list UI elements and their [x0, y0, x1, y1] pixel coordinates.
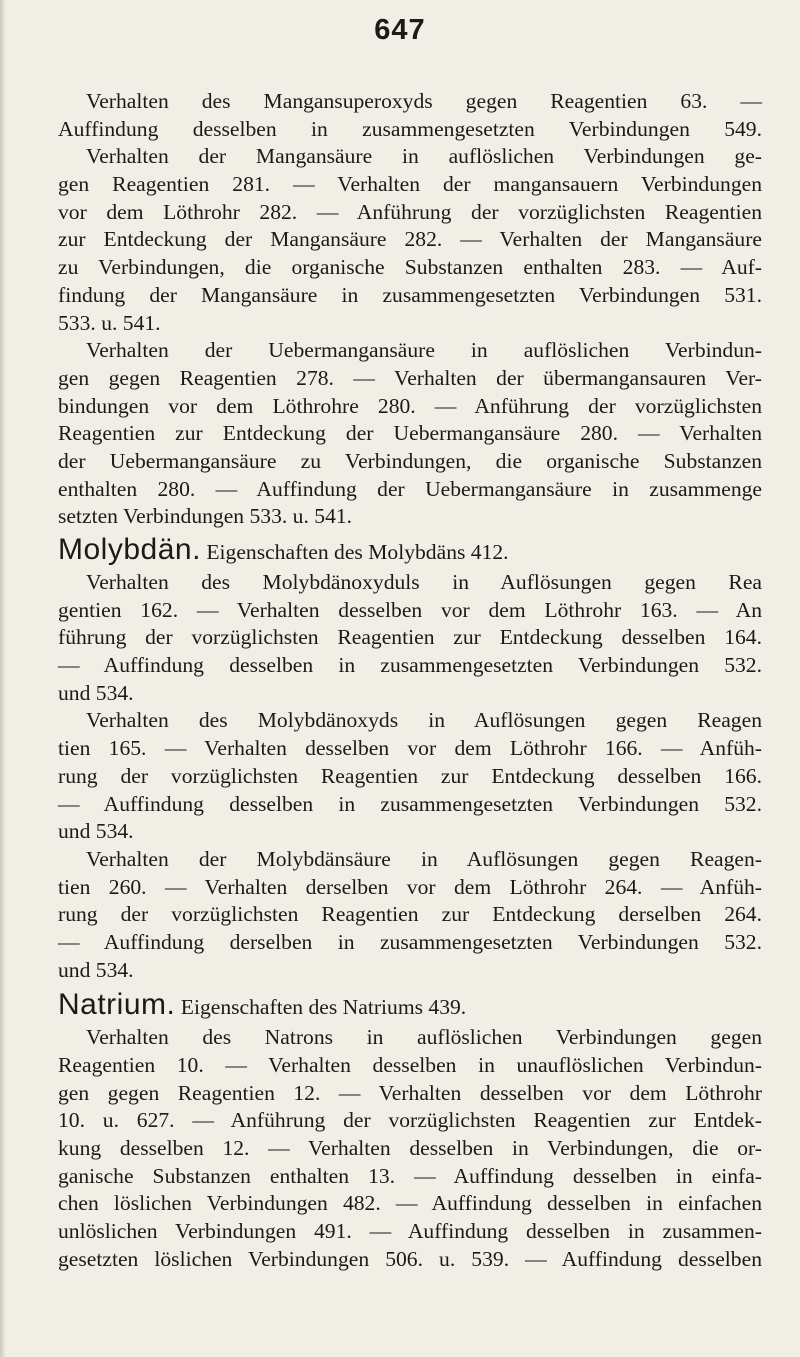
text-line: Verhalten des Natrons in auflöslichen Verbindungen gegen [86, 1025, 762, 1050]
text-line: Auffindung desselben in zusammengesetzten Verbindungen 549. [58, 116, 762, 141]
section-heading-molybdaen [58, 531, 762, 569]
text-line: gen gegen Reagentien 278. — Verhalten der übermangansauren Ver- [58, 365, 762, 390]
text-line: Verhalten der Mangansäure in auflöslichen Verbindungen ge- [86, 144, 762, 169]
text-line: chen löslichen Verbindungen 482. — Auffindung desselben in einfachen [58, 1191, 762, 1216]
text-line: Verhalten des Molybdänoxyds in Auflösungen gegen Reagen [86, 708, 762, 733]
text-line: unlöslichen Verbindungen 491. — Auffindung desselben in zusammen- [58, 1219, 762, 1244]
text-line: — Auffindung desselben in zusammengesetzten Verbindungen 532. [58, 653, 762, 678]
page-number: 647 [374, 14, 426, 46]
text-line: Reagentien 10. — Verhalten desselben in unauflöslichen Verbindun- [58, 1053, 762, 1077]
text-line: bindungen vor dem Löthrohre 280. — Anführung der vorzüglichsten [58, 393, 762, 418]
section-heading-natrium [58, 986, 762, 1024]
text-line: rung der vorzüglichsten Reagentien zur Entdeckung desselben 166. [58, 763, 762, 788]
text-line: findung der Mangansäure in zusammengesetzten Verbindungen 531. [58, 282, 762, 307]
text-line: enthalten 280. — Auffindung der Uebermangansäure in zusammenge [58, 476, 762, 501]
heading-rest: Eigenschaften des Natriums 439. [180, 995, 467, 1020]
text-line: der Uebermangansäure zu Verbindungen, die organische Substanzen [58, 448, 762, 473]
text-line: Verhalten der Molybdänsäure in Auflösungen gegen Reagen- [86, 846, 762, 871]
text-line: — Auffindung derselben in zusammengesetzten Verbindungen 532. [58, 929, 762, 954]
heading-rest: Eigenschaften des Molybdäns 412. [206, 540, 509, 564]
heading-word: Molybdän. [58, 533, 201, 566]
page-edge-shadow [0, 0, 6, 1357]
text-line: tien 260. — Verhalten derselben vor dem Löthrohr 264. — Anfüh- [58, 874, 762, 899]
text-line: zu Verbindungen, die organische Substanzen enthalten 283. — Auf- [58, 255, 762, 280]
text-line: setzten Verbindungen 533. u. 541. [58, 504, 353, 529]
text-line: Verhalten des Mangansuperoxyds gegen Reagentien 63. — [86, 89, 762, 113]
text-line: 10. u. 627. — Anführung der vorzüglichsten Reagentien zur Entdek- [58, 1108, 762, 1133]
text-line: zur Entdeckung der Mangansäure 282. — Verhalten der Mangansäure [58, 227, 762, 252]
text-line: 533. u. 541. [58, 310, 161, 335]
text-line: Verhalten der Uebermangansäure in auflöslichen Verbindun- [86, 338, 762, 363]
text-line: gen Reagentien 281. — Verhalten der mangansauern Verbindungen [58, 172, 762, 197]
text-line: rung der vorzüglichsten Reagentien zur Entdeckung derselben 264. [58, 902, 762, 927]
text-line: Verhalten des Molybdänoxyduls in Auflösungen gegen Rea [86, 570, 762, 594]
text-line: führung der vorzüglichsten Reagentien zur Entdeckung desselben 164. [58, 625, 762, 650]
text-line: gesetzten löslichen Verbindungen 506. u. 539. — Auffindung desselben [58, 1246, 762, 1271]
text-line: und 534. [58, 680, 134, 705]
text-line: Reagentien zur Entdeckung der Uebermangansäure 280. — Verhalten [58, 421, 762, 446]
heading-word: Natrium. [58, 988, 176, 1022]
text-line: — Auffindung desselben in zusammengesetzten Verbindungen 532. [58, 791, 762, 816]
text-line: gen gegen Reagentien 12. — Verhalten desselben vor dem Löthrohr [58, 1080, 762, 1105]
index-text-block [58, 88, 762, 1274]
text-line: tien 165. — Verhalten desselben vor dem Löthrohr 166. — Anfüh- [58, 736, 762, 761]
text-line: vor dem Löthrohr 282. — Anführung der vorzüglichsten Reagentien [58, 199, 762, 224]
text-line: und 534. [58, 957, 134, 982]
text-line: gentien 162. — Verhalten desselben vor dem Löthrohr 163. — An [58, 597, 762, 622]
text-line: und 534. [58, 819, 134, 844]
text-line: kung desselben 12. — Verhalten desselben in Verbindungen, die or- [58, 1136, 762, 1161]
text-line: ganische Substanzen enthalten 13. — Auffindung desselben in einfa- [58, 1163, 762, 1188]
